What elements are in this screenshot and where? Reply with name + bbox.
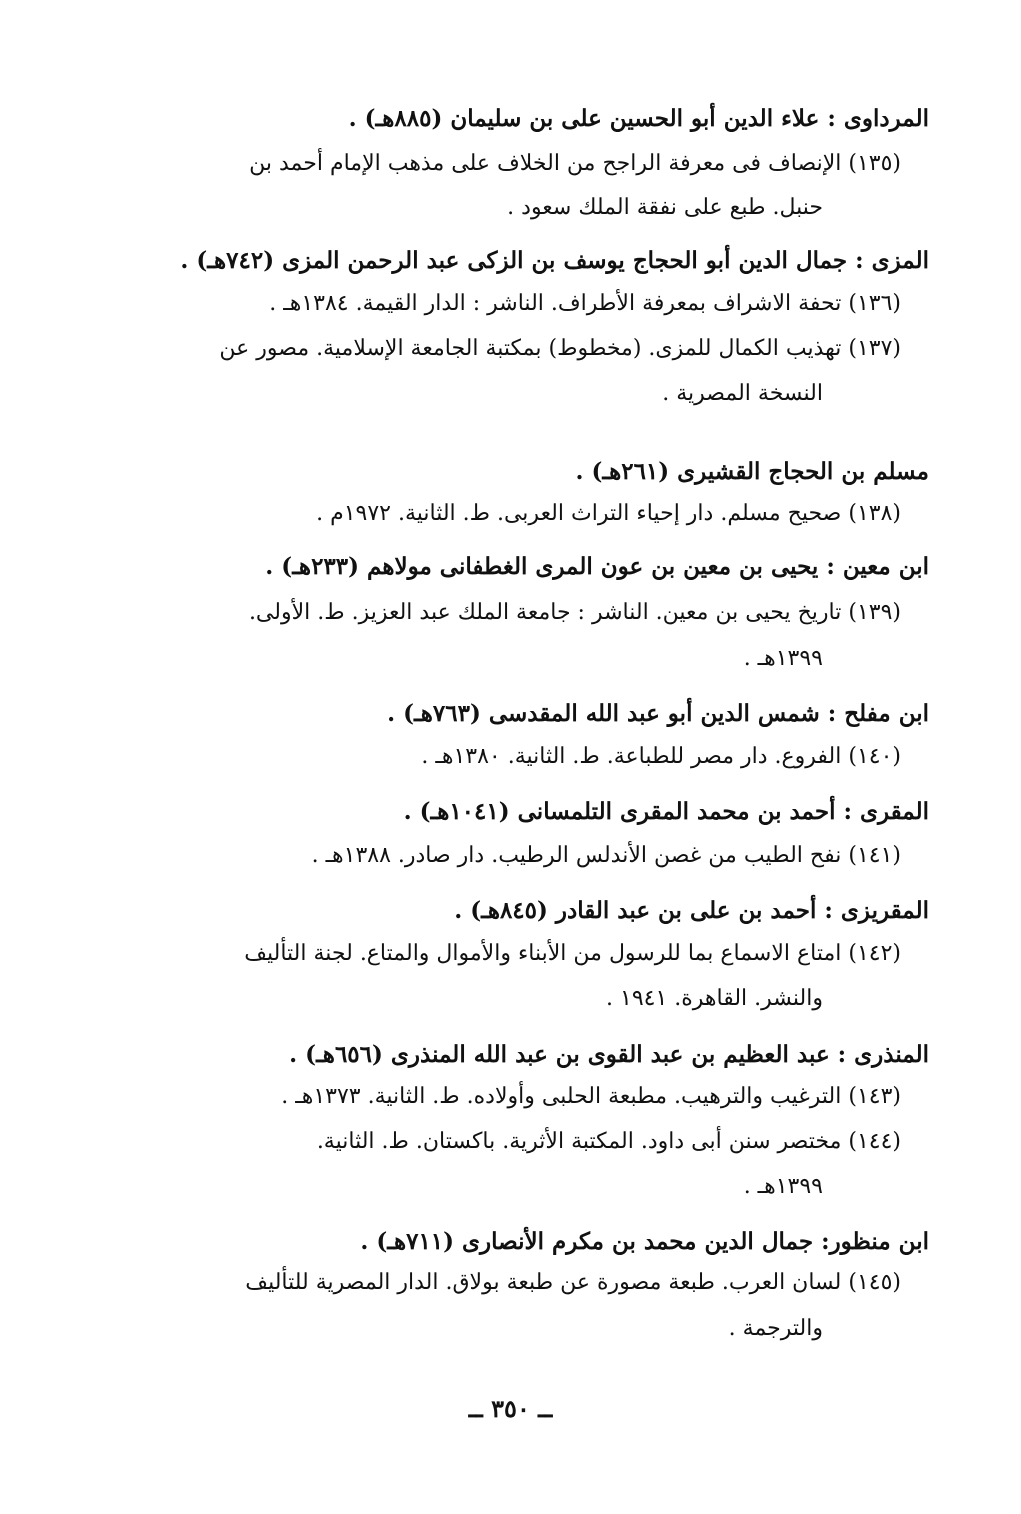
book-entry-continuation: النسخة المصرية . bbox=[662, 381, 823, 406]
author-heading: المقرى : أحمد بن محمد المقرى التلمسانى (١٠٤١هـ) . bbox=[403, 798, 929, 825]
book-entry-line: (١٣٦) تحفة الاشراف بمعرفة الأطراف. الناشر : الدار القيمة. ١٣٨٤هـ . bbox=[269, 291, 901, 316]
book-entry-continuation: ١٣٩٩هـ . bbox=[743, 646, 823, 671]
book-entry-line: (١٤٢) امتاع الاسماع بما للرسول من الأبناء والأموال والمتاع. لجنة التأليف bbox=[244, 941, 901, 966]
book-entry-line: (١٣٧) تهذيب الكمال للمزى. (مخطوط) بمكتبة الجامعة الإسلامية. مصور عن bbox=[219, 336, 901, 361]
book-entry-continuation: والنشر. القاهرة. ١٩٤١ . bbox=[606, 986, 823, 1011]
author-heading: مسلم بن الحجاج القشيرى (٢٦١هـ) . bbox=[575, 458, 929, 485]
book-entry-continuation: ١٣٩٩هـ . bbox=[743, 1174, 823, 1199]
book-entry-line: (١٤١) نفح الطيب من غصن الأندلس الرطيب. دار صادر. ١٣٨٨هـ . bbox=[311, 843, 901, 868]
author-heading: المقريزى : أحمد بن على بن عبد القادر (٨٤٥هـ) . bbox=[454, 897, 929, 924]
author-heading: المرداوى : علاء الدين أبو الحسين على بن سليمان (٨٨٥هـ) . bbox=[348, 105, 929, 132]
book-entry-line: (١٤٥) لسان العرب. طبعة مصورة عن طبعة بولاق. الدار المصرية للتأليف bbox=[245, 1270, 901, 1295]
book-entry-continuation: والترجمة . bbox=[728, 1316, 823, 1341]
author-heading: ابن منظور: جمال الدين محمد بن مكرم الأنصارى (٧١١هـ) . bbox=[360, 1228, 929, 1255]
book-entry-line: (١٣٩) تاريخ يحيى بن معين. الناشر : جامعة الملك عبد العزيز. ط. الأولى. bbox=[248, 600, 901, 625]
book-entry-line: (١٤٤) مختصر سنن أبى داود. المكتبة الأثرية. باكستان. ط. الثانية. bbox=[316, 1129, 901, 1154]
book-entry-continuation: حنبل. طبع على نفقة الملك سعود . bbox=[507, 195, 823, 220]
book-entry-line: (١٣٥) الإنصاف فى معرفة الراجح من الخلاف على مذهب الإمام أحمد بن bbox=[249, 151, 901, 176]
book-entry-line: (١٣٨) صحيح مسلم. دار إحياء التراث العربى. ط. الثانية. ١٩٧٢م . bbox=[316, 501, 901, 526]
book-entry-line: (١٤٠) الفروع. دار مصر للطباعة. ط. الثانية. ١٣٨٠هـ . bbox=[421, 744, 901, 769]
book-entry-line: (١٤٣) الترغيب والترهيب. مطبعة الحلبى وأولاده. ط. الثانية. ١٣٧٣هـ . bbox=[281, 1084, 901, 1109]
author-heading: ابن معين : يحيى بن معين بن عون المرى الغطفانى مولاهم (٢٣٣هـ) . bbox=[265, 553, 929, 580]
author-heading: المزى : جمال الدين أبو الحجاج يوسف بن الزكى عبد الرحمن المزى (٧٤٢هـ) . bbox=[180, 247, 929, 274]
author-heading: ابن مفلح : شمس الدين أبو عبد الله المقدسى (٧٦٣هـ) . bbox=[387, 700, 929, 727]
author-heading: المنذرى : عبد العظيم بن عبد القوى بن عبد الله المنذرى (٦٥٦هـ) . bbox=[289, 1041, 929, 1068]
page-number: ــ ٣٥٠ ــ bbox=[468, 1394, 553, 1423]
